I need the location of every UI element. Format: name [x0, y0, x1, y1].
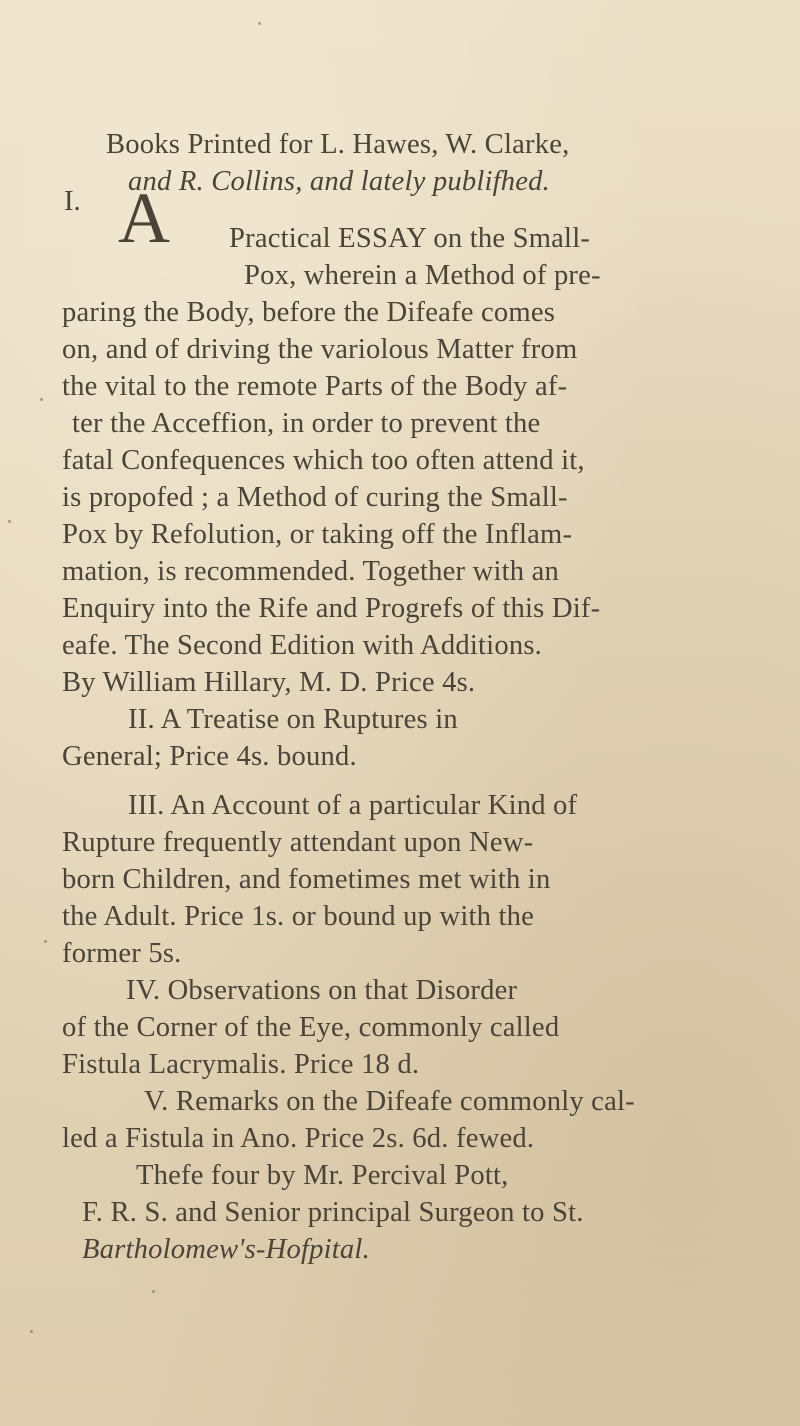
entry-line: the vital to the remote Parts of the Body af- [62, 371, 568, 402]
closing-line: Bartholomew's-Hofpital. [82, 1234, 370, 1265]
entry-line: Pox, wherein a Method of pre- [244, 260, 601, 291]
entry-line: mation, is recommended. Together with an [62, 556, 559, 587]
closing-line: Thefe four by Mr. Percival Pott, [136, 1160, 509, 1191]
entry-numeral: I. [64, 186, 81, 217]
paper-speck [258, 22, 261, 25]
entry-line: Pox by Refolution, or taking off the Inflam- [62, 519, 573, 550]
entry-line: III. An Account of a particular Kind of [128, 790, 578, 821]
entry-line: on, and of driving the variolous Matter from [62, 334, 578, 365]
entry-line: Practical ESSAY on the Small- [229, 223, 591, 254]
entry-line: ter the Acceffion, in order to prevent the [72, 408, 541, 439]
drop-capital: A [118, 178, 170, 258]
paper-speck [44, 940, 47, 943]
entry-line: Fistula Lacrymalis. Price 18 d. [62, 1049, 420, 1080]
paper-speck [8, 520, 11, 523]
entry-line: General; Price 4s. bound. [62, 741, 357, 772]
entry-line: Enquiry into the Rife and Progrefs of this Dif- [62, 593, 601, 624]
entry-line: paring the Body, before the Difeafe comes [62, 297, 556, 328]
advertisement-text [62, 126, 774, 1268]
entry-line: eafe. The Second Edition with Additions. [62, 630, 542, 661]
entry-line: of the Corner of the Eye, commonly called [62, 1012, 560, 1043]
header-line: and R. Collins, and lately publifhed. [128, 166, 550, 197]
entry-line: IV. Observations on that Disorder [126, 975, 518, 1006]
entry-line: II. A Treatise on Ruptures in [128, 704, 458, 735]
entry-line: By William Hillary, M. D. Price 4s. [62, 667, 476, 698]
closing-line: F. R. S. and Senior principal Surgeon to St. [82, 1197, 584, 1228]
entry-line: former 5s. [62, 938, 182, 969]
paper-speck [30, 1330, 33, 1333]
paper-speck [152, 1290, 155, 1293]
entry-line: born Children, and fometimes met with in [62, 864, 551, 895]
entry-line: is propofed ; a Method of curing the Small- [62, 482, 568, 513]
entry-line: V. Remarks on the Difeafe commonly cal- [144, 1086, 635, 1117]
entry-line: the Adult. Price 1s. or bound up with the [62, 901, 535, 932]
entry-line: led a Fistula in Ano. Price 2s. 6d. fewed. [62, 1123, 535, 1154]
entry-line: Rupture frequently attendant upon New- [62, 827, 534, 858]
entry-line: fatal Confequences which too often attend it, [62, 445, 585, 476]
paper-speck [40, 398, 43, 401]
header-line: Books Printed for L. Hawes, W. Clarke, [106, 129, 570, 160]
